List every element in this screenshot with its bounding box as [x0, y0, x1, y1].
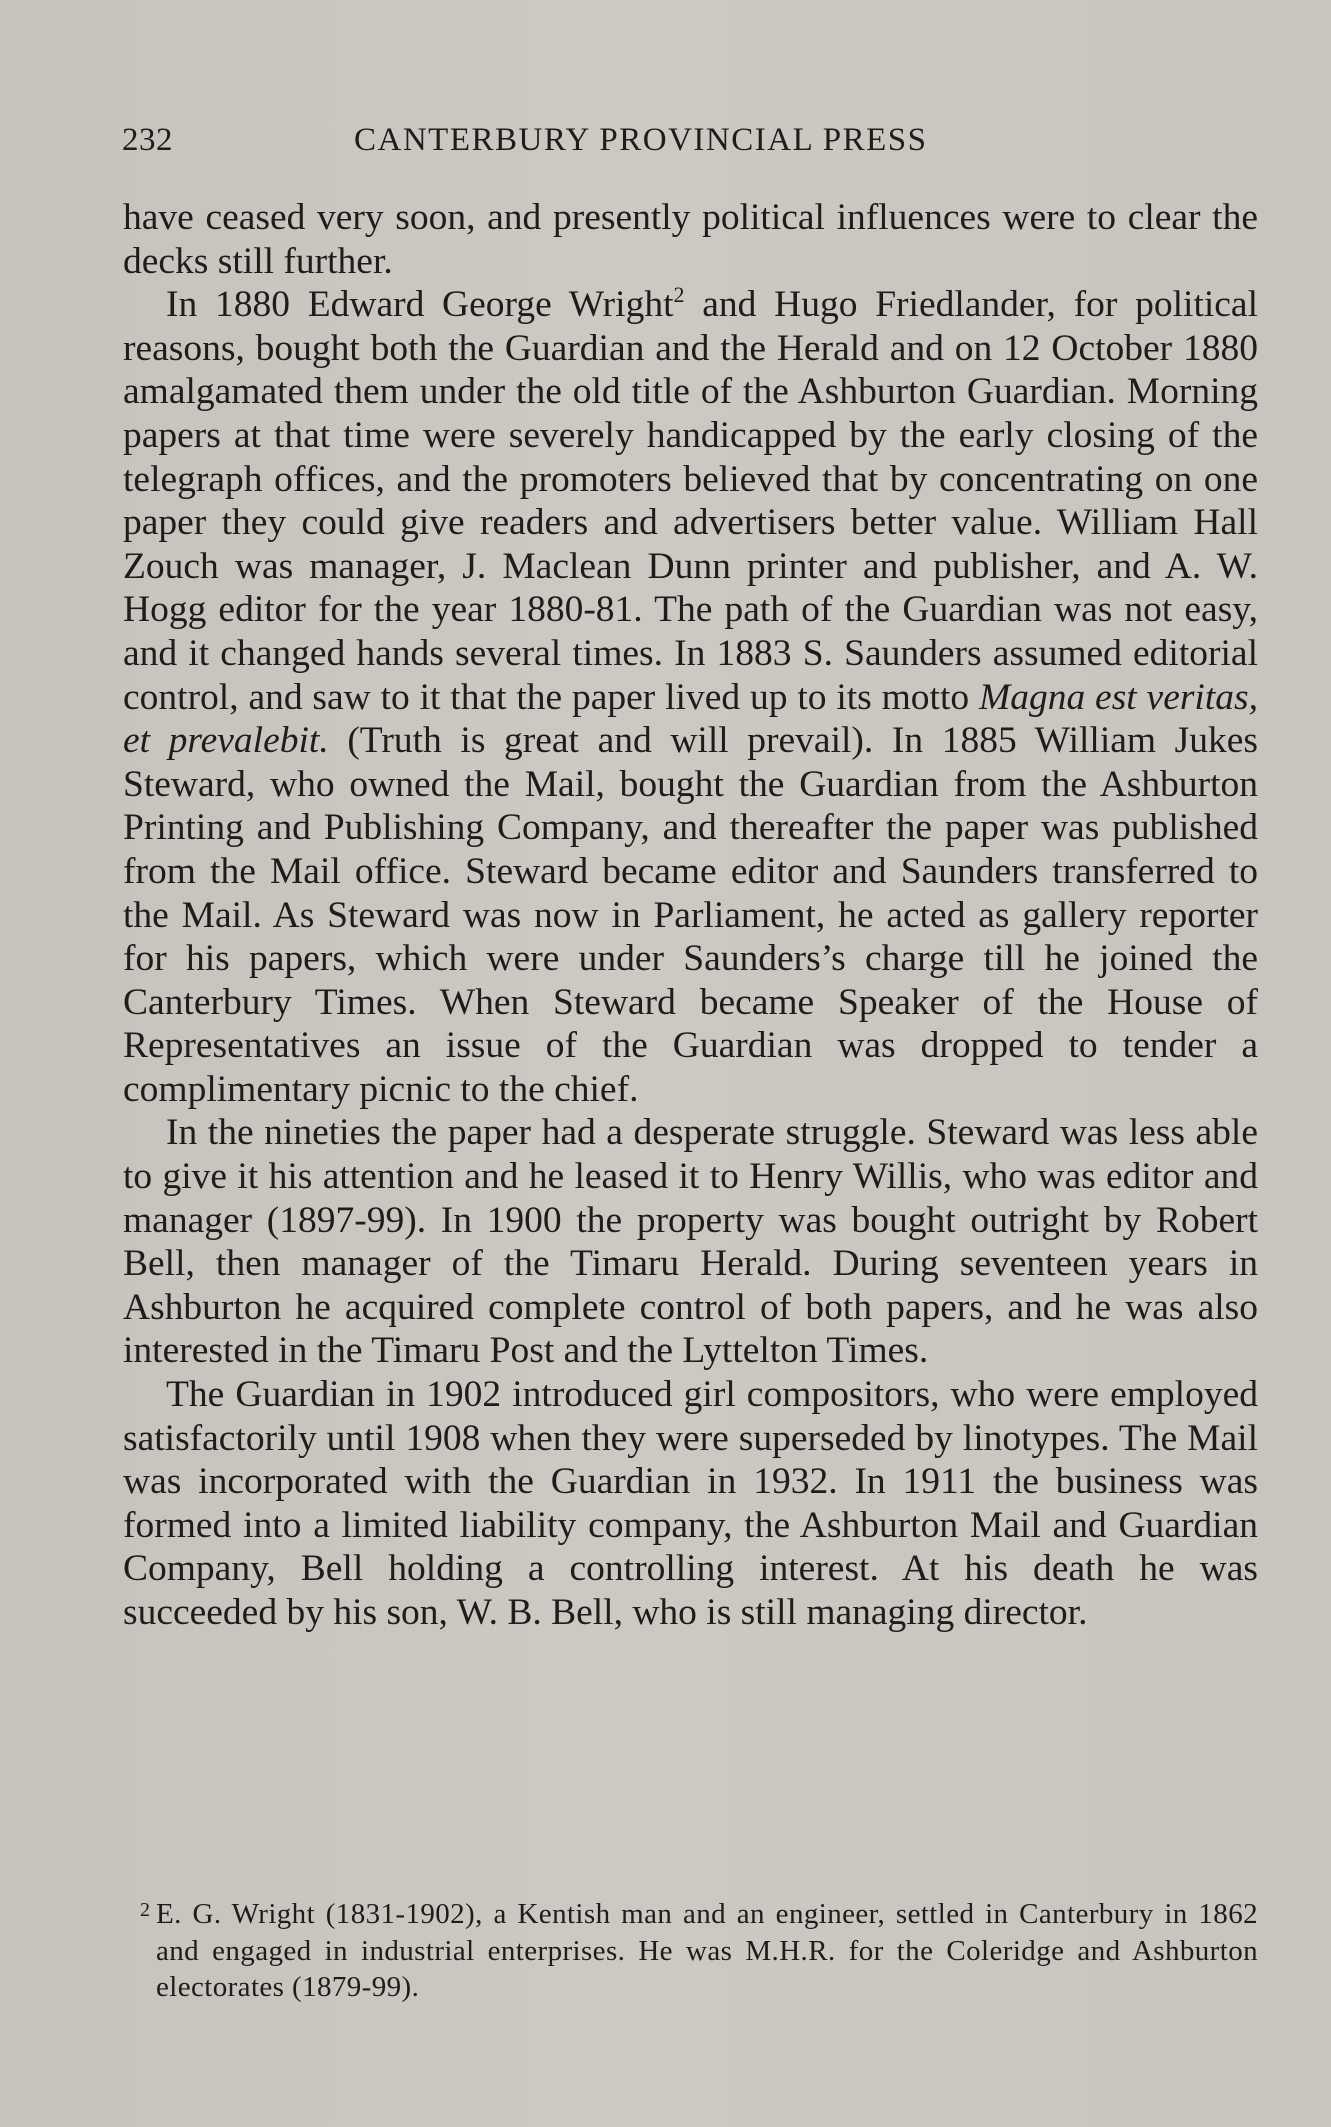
paragraph-text: In the nineties the paper had a desperate struggle. Steward was less able to give it his attention and he leased it to Henry Willis, who was editor and manager (1897-99). In 1900 the property was bought outright by Robert Bell, then manager of the Timaru Herald. During seventeen years in Ashburton he acquired complete control of both papers, and he was also interested in the Timaru Post and the Lyttelton Times.	[123, 1112, 1258, 1372]
paragraph-nineties	[123, 1111, 1258, 1373]
paragraph-1880	[123, 283, 1258, 1111]
page-header	[122, 122, 1257, 172]
running-title: CANTERBURY PROVINCIAL PRESS	[354, 122, 928, 158]
body-text	[123, 196, 1258, 1635]
footnote-reference: 2	[673, 282, 685, 308]
paragraph-1902	[123, 1373, 1258, 1635]
paragraph-text: (Truth is great and will prevail). In 1885 William Jukes Steward, who owned the Mail, bought the Guardian from the Ashburton Printing and Publishing Company, and thereafter the paper was published from the Mail office. Steward became editor and Saunders transferred to the Mail. As Steward was now in Parliament, he acted as gallery reporter for his papers, which were under Saunders’s charge till he joined the Canterbury Times. When Steward became Speaker of the House of Representatives an issue of the Guardian was dropped to tender a complimentary picnic to the chief.	[123, 720, 1258, 1110]
footnote-text: E. G. Wright (1831-1902), a Kentish man and an engineer, settled in Canterbury in 1862 and engaged in industrial enterprises. He was M.H.R. for the Coleridge and Ashburton electorates (1879-99).	[156, 1898, 1258, 2003]
paragraph-text: have ceased very soon, and presently political influences were to clear the decks still further.	[123, 197, 1258, 282]
footnote-mark: 2	[140, 1899, 151, 1921]
footnote	[140, 1896, 1258, 2006]
paragraph-text: The Guardian in 1902 introduced girl compositors, who were employed satisfactorily until 1908 when they were superseded by linotypes. The Mail was incorporated with the Guardian in 1932. In 1911 the business was formed into a limited liability company, the Ashburton Mail and Guardian Company, Bell holding a controlling interest. At his death he was succeeded by his son, W. B. Bell, who is still managing director.	[123, 1374, 1258, 1633]
paragraph-text: In 1880 Edward George Wright	[166, 284, 674, 326]
paragraph-continued	[123, 196, 1258, 283]
motto-italic: Magna est veritas, et prevalebit.	[123, 676, 1258, 762]
page-number: 232	[122, 122, 173, 158]
paragraph-text: and Hugo Friedlander, for political reasons, bought both the Guardian and the Herald and on 12 October 1880 amalgamated them under the old title of the Ashburton Guardian. Morning papers at that time were severely handicapped by the early closing of the telegraph offices, and the promoters believed that by concentrating on one paper they could give readers and advertisers better value. William Hall Zouch was manager, J. Maclean Dunn printer and publisher, and A. W. Hogg editor for the year 1880-81. The path of the Guardian was not easy, and it changed hands several times. In 1883 S. Saunders assumed editorial control, and saw to it that the paper lived up to its motto	[123, 284, 1258, 718]
